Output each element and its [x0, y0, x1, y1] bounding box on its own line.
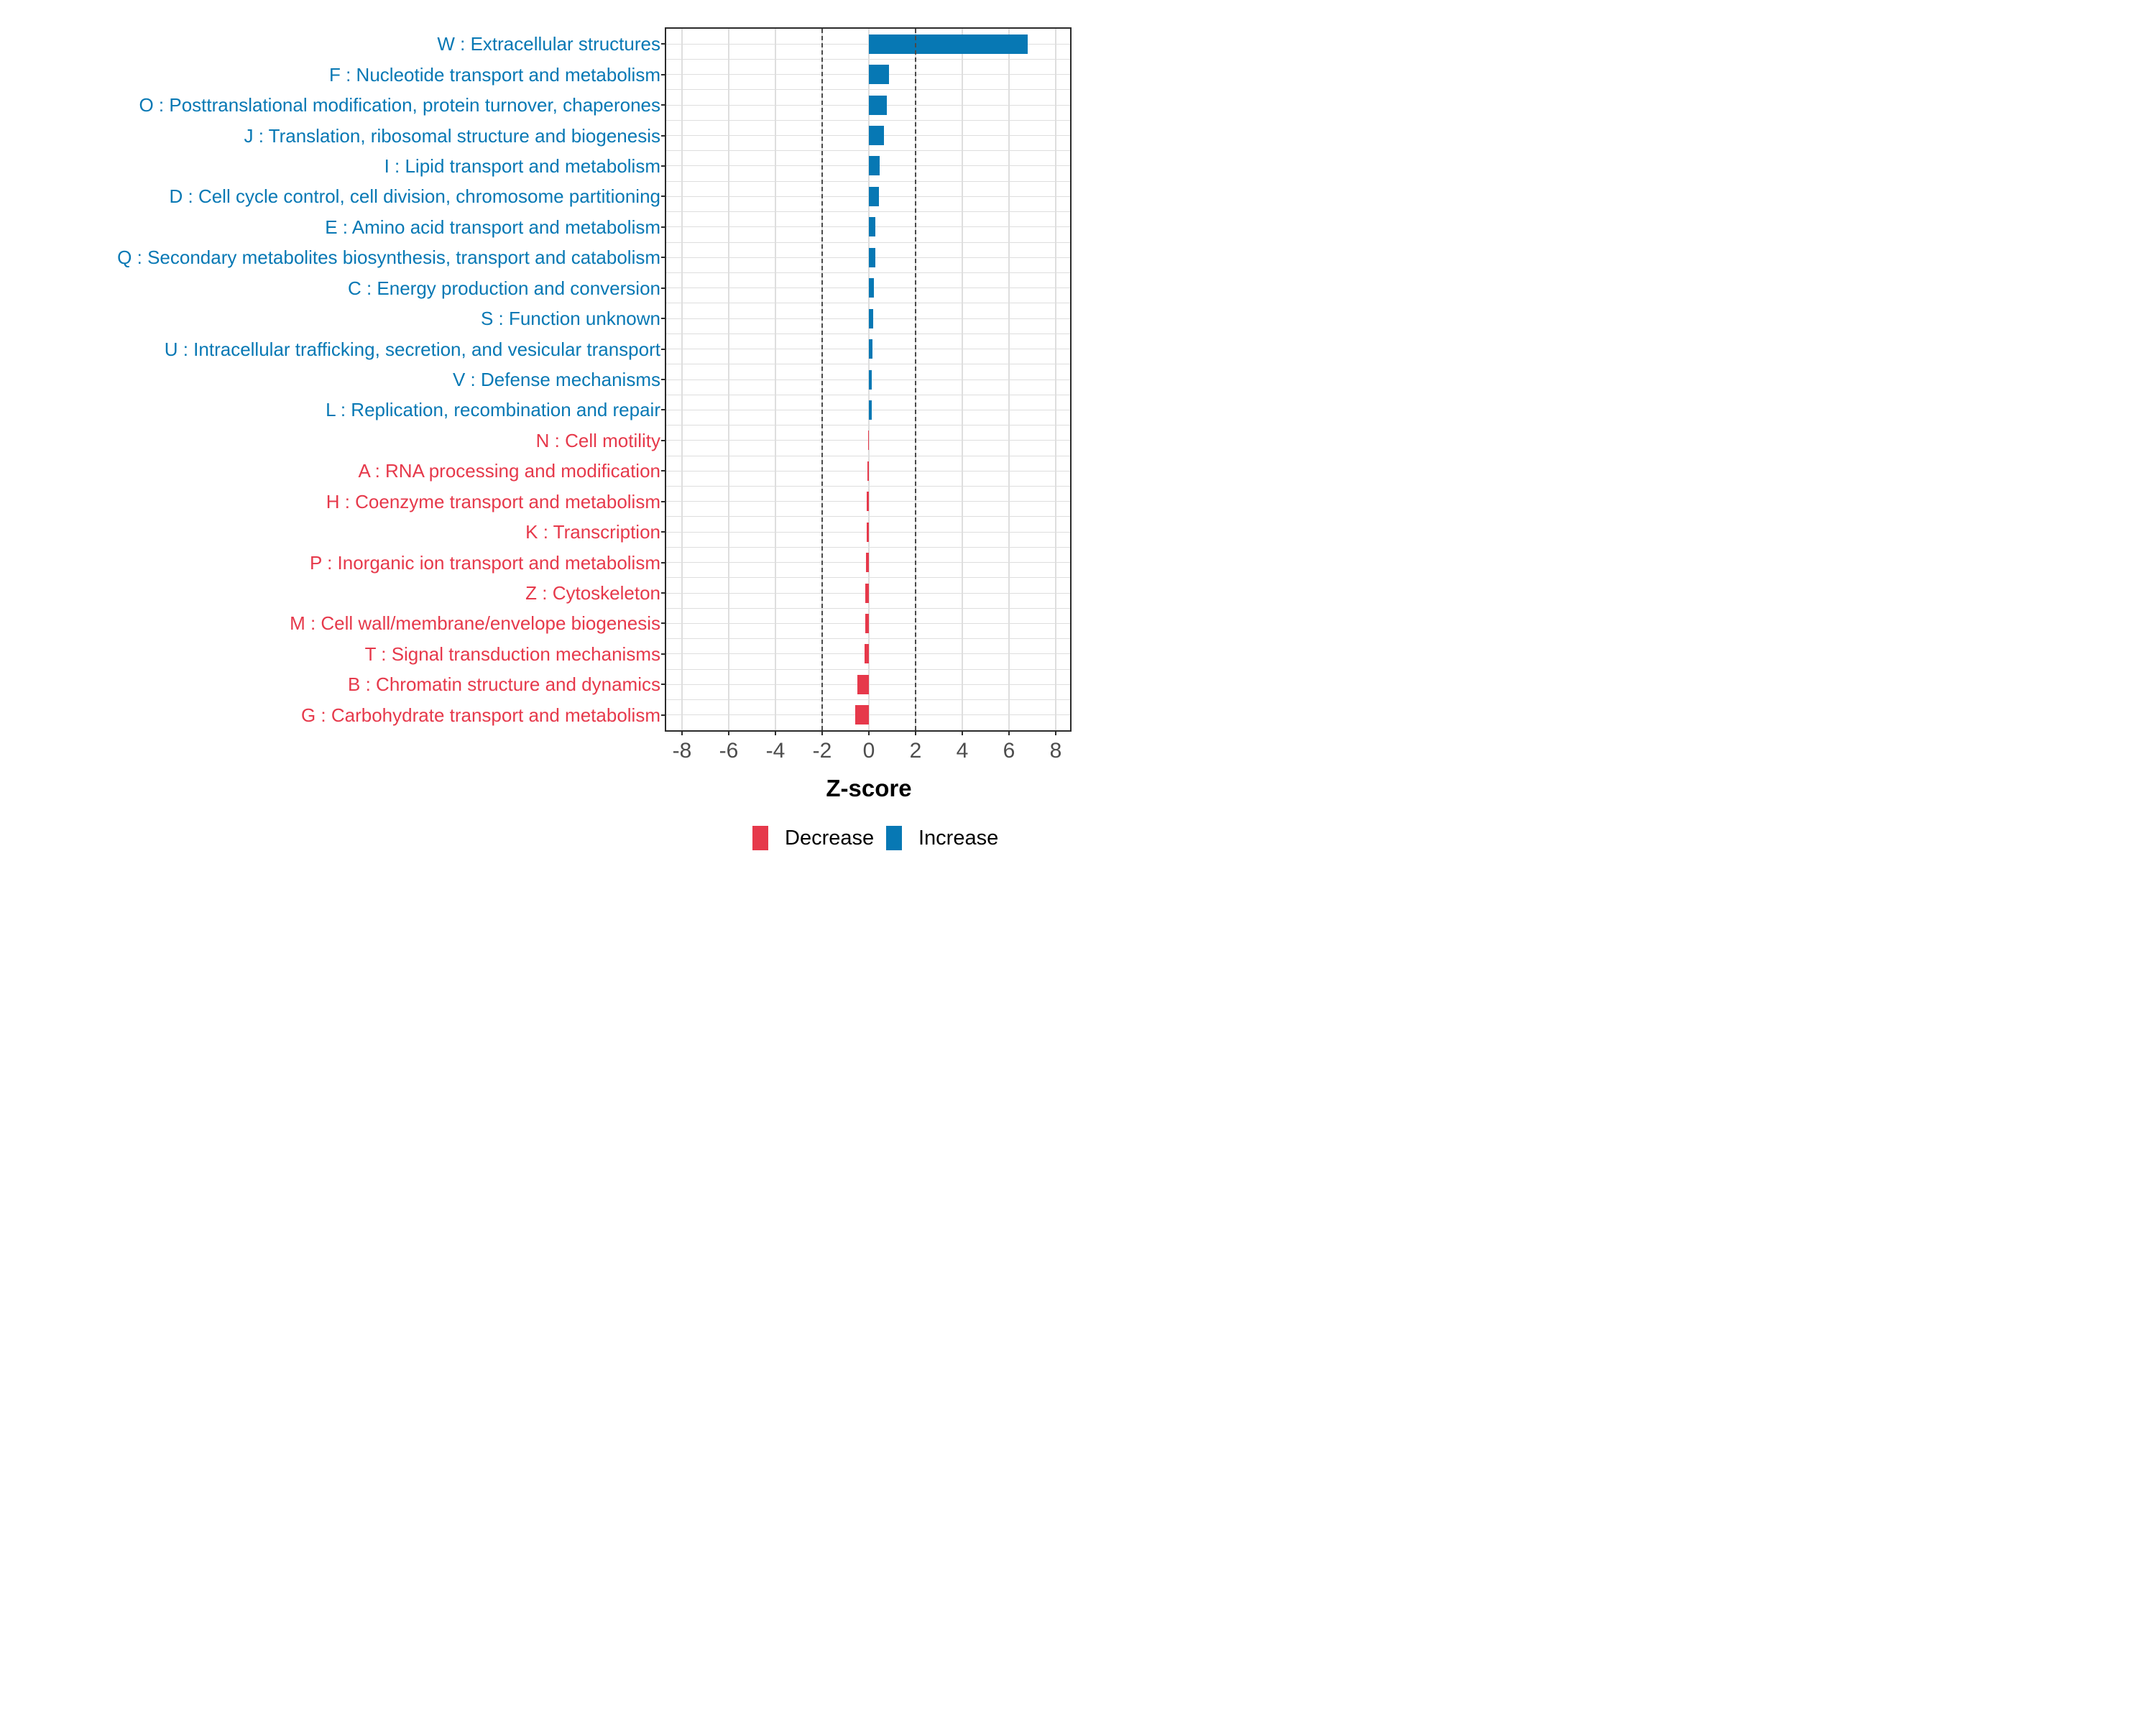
x-axis-tick: [1055, 730, 1056, 735]
bar-p: [866, 553, 869, 572]
bar-v: [869, 370, 872, 390]
x-axis-tick: [681, 730, 683, 735]
y-axis-tick: [661, 562, 666, 564]
bar-n: [868, 431, 869, 450]
y-axis-tick: [661, 622, 666, 624]
category-label: Q : Secondary metabolites biosynthesis, transport and catabolism: [117, 247, 660, 269]
y-axis-tick: [661, 714, 666, 716]
y-axis-tick: [661, 592, 666, 594]
x-axis-tick-label: 6: [1003, 739, 1015, 763]
bar-d: [869, 187, 879, 206]
y-axis-tick: [661, 43, 666, 45]
y-axis-tick: [661, 409, 666, 410]
y-axis-tick: [661, 501, 666, 502]
legend-key-increase: [886, 826, 902, 850]
x-axis-tick-label: -2: [812, 739, 832, 763]
bar-w: [869, 34, 1028, 54]
category-label: Z : Cytoskeleton: [525, 582, 660, 604]
bar-e: [869, 217, 875, 236]
y-axis-tick: [661, 104, 666, 106]
bar-o: [869, 96, 887, 115]
gridline-vertical: [681, 29, 683, 730]
category-label: C : Energy production and conversion: [347, 277, 660, 299]
x-axis-tick-label: -6: [719, 739, 739, 763]
gridline-vertical: [775, 29, 776, 730]
category-label: O : Posttranslational modification, protein turnover, chaperones: [139, 94, 660, 116]
bar-m: [865, 614, 869, 633]
gridline-vertical: [1055, 29, 1056, 730]
bar-b: [857, 675, 869, 694]
category-label: U : Intracellular trafficking, secretion, and vesicular transport: [164, 338, 660, 360]
category-label: E : Amino acid transport and metabolism: [325, 216, 660, 238]
category-label: K : Transcription: [525, 521, 660, 543]
y-axis-tick: [661, 653, 666, 655]
category-label: H : Coenzyme transport and metabolism: [326, 490, 660, 512]
x-axis-tick: [962, 730, 963, 735]
x-axis-tick: [868, 730, 870, 735]
y-axis-tick: [661, 196, 666, 197]
y-axis-tick: [661, 318, 666, 319]
y-axis-tick: [661, 531, 666, 533]
y-axis-tick: [661, 135, 666, 137]
bar-a: [867, 461, 869, 481]
bar-c: [869, 278, 874, 298]
legend-label-increase: Increase: [918, 827, 999, 850]
category-label: N : Cell motility: [535, 429, 660, 451]
category-label: L : Replication, recombination and repair: [326, 399, 660, 421]
y-axis-tick: [661, 288, 666, 289]
bar-f: [869, 65, 889, 84]
legend-key-decrease: [752, 826, 768, 850]
bar-j: [869, 126, 884, 145]
bar-g: [855, 705, 869, 724]
legend-label-decrease: Decrease: [785, 827, 875, 850]
y-axis-tick: [661, 349, 666, 350]
category-label: F : Nucleotide transport and metabolism: [329, 63, 660, 86]
bar-q: [869, 248, 875, 267]
category-label: J : Translation, ribosomal structure and biogenesis: [244, 124, 660, 147]
category-label: S : Function unknown: [480, 308, 660, 330]
bar-s: [869, 309, 873, 328]
bar-z: [865, 584, 869, 603]
x-axis-tick-label: 4: [956, 739, 969, 763]
category-label: M : Cell wall/membrane/envelope biogenesis: [290, 612, 660, 635]
x-axis-tick-label: 0: [862, 739, 875, 763]
x-axis-tick: [775, 730, 776, 735]
reference-line: [915, 29, 916, 730]
x-axis-title: Z-score: [826, 775, 912, 801]
bar-k: [867, 523, 869, 542]
y-axis-tick: [661, 379, 666, 380]
plot-panel: [666, 29, 1070, 730]
bar-t: [865, 644, 869, 663]
x-axis-tick: [728, 730, 729, 735]
cog-zscore-bar-chart: [0, 0, 1078, 862]
y-axis-tick: [661, 684, 666, 685]
x-axis-tick-label: -4: [765, 739, 786, 763]
x-axis-tick: [1008, 730, 1010, 735]
category-label: V : Defense mechanisms: [452, 369, 660, 390]
x-axis-tick-label: -8: [672, 739, 692, 763]
category-label: T : Signal transduction mechanisms: [364, 643, 660, 665]
x-axis-tick-label: 2: [909, 739, 922, 763]
bar-i: [869, 156, 880, 175]
gridline-vertical: [728, 29, 729, 730]
category-label: D : Cell cycle control, cell division, chromosome partitioning: [169, 185, 660, 208]
category-label: P : Inorganic ion transport and metabolism: [309, 551, 660, 574]
bar-l: [869, 400, 872, 420]
gridline-vertical: [962, 29, 963, 730]
category-label: W : Extracellular structures: [437, 33, 660, 55]
category-label: A : RNA processing and modification: [358, 460, 660, 482]
reference-line: [821, 29, 823, 730]
bar-u: [869, 339, 872, 359]
y-axis-tick: [661, 440, 666, 441]
category-label: I : Lipid transport and metabolism: [384, 155, 660, 177]
y-axis-tick: [661, 226, 666, 228]
x-axis-tick: [915, 730, 916, 735]
y-axis-tick: [661, 257, 666, 258]
y-axis-tick: [661, 470, 666, 472]
category-label: G : Carbohydrate transport and metabolism: [300, 704, 660, 726]
category-label: B : Chromatin structure and dynamics: [348, 673, 660, 696]
gridline-vertical: [1008, 29, 1010, 730]
y-axis-tick: [661, 165, 666, 167]
bar-h: [867, 492, 869, 511]
y-axis-tick: [661, 74, 666, 75]
x-axis-tick-label: 8: [1049, 739, 1062, 763]
x-axis-tick: [821, 730, 823, 735]
